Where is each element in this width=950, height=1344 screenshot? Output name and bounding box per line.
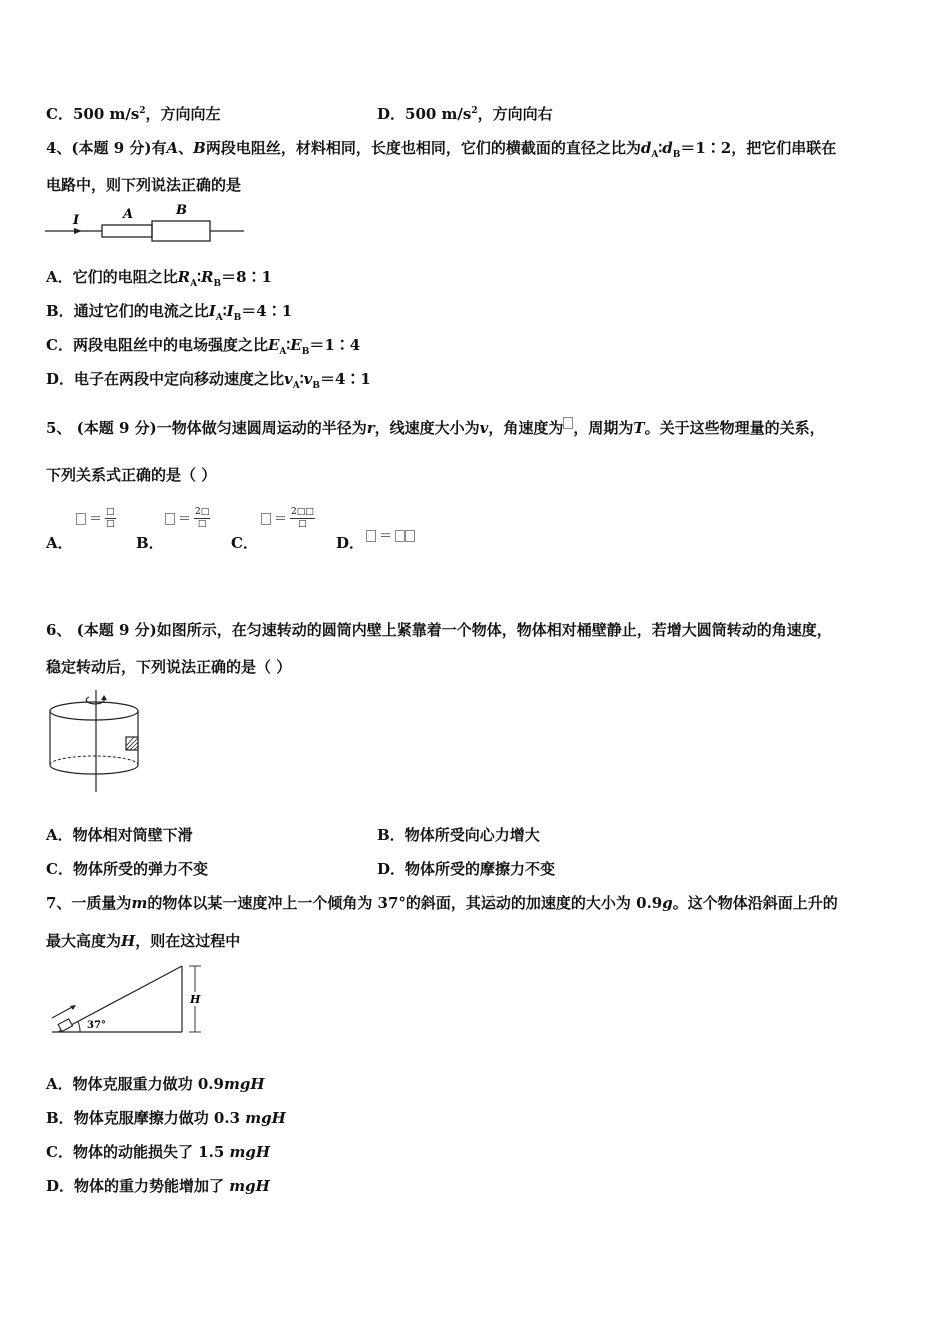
- q7-stem-line2: 最大高度为H，则在这过程中: [46, 932, 241, 950]
- q5-option-a-formula: ＝ $\frac{□}{□}$: [76, 507, 116, 530]
- q5-option-d-formula: ＝: [366, 525, 415, 544]
- incline-figure: [46, 960, 216, 1040]
- q5-option-d-label: D．: [336, 534, 365, 552]
- formula-placeholder-icon: [261, 513, 271, 525]
- q4-option-b: B．通过它们的电流之比$I_A∶I_B=4∶1$: [46, 302, 293, 323]
- resistor-b: [152, 221, 210, 241]
- q5-option-c-formula: ＝ $\frac{2□□}{□}$: [261, 507, 315, 530]
- resistor-b-label: B: [176, 203, 187, 218]
- q5-stem-line2: 下列关系式正确的是（ ）: [46, 466, 217, 484]
- q7-option-d: D．物体的重力势能增加了 mgH: [46, 1177, 270, 1195]
- rotating-cylinder-figure: [46, 688, 146, 794]
- circuit-diagram: [44, 200, 248, 246]
- q7-option-b: B．物体克服摩擦力做功 0.3 mgH: [46, 1109, 286, 1127]
- q5-option-c-label: C．: [231, 534, 258, 552]
- q5-stem-line1: 5、 (本题 9 分)一物体做匀速圆周运动的半径为r，线速度大小为v，角速度为 ，周期为T。关于这些物理量的关系，: [46, 419, 825, 437]
- current-arrow-icon: [74, 228, 82, 234]
- q5-option-b-label: B．: [136, 534, 164, 552]
- current-label: I: [73, 213, 80, 228]
- resistor-a-label: A: [123, 207, 134, 222]
- resistor-a: [102, 225, 152, 237]
- q5-option-a-label: A．: [46, 534, 73, 552]
- q7-option-c: C．物体的动能损失了 1.5 mgH: [46, 1143, 271, 1161]
- q4-option-c: C．两段电阻丝中的电场强度之比$E_A∶E_B=1∶4$: [46, 336, 361, 357]
- q6-option-d: D．物体所受的摩擦力不变: [377, 860, 556, 878]
- formula-placeholder-icon: [366, 530, 376, 542]
- q7-option-a: A．物体克服重力做功 0.9mgH: [46, 1075, 265, 1093]
- q6-option-c: C．物体所受的弹力不变: [46, 860, 208, 878]
- q4-stem-line1: 4、(本题 9 分)有A、B两段电阻丝，材料相同，长度也相同，它们的横截面的直径之比为$d_A∶d_B=1∶2$，把它们串联在: [46, 139, 837, 160]
- q6-option-a: A．物体相对筒壁下滑: [46, 826, 193, 844]
- sliding-block: [58, 1019, 72, 1032]
- height-label: H: [190, 993, 201, 1006]
- rotation-arrow-icon: [101, 695, 107, 700]
- q7-stem-line1: 7、一质量为m的物体以某一速度冲上一个倾角为 37°的斜面，其运动的加速度的大小为 0.9g。这个物体沿斜面上升的: [46, 894, 838, 912]
- angle-label: 37°: [87, 1020, 106, 1031]
- q3-option-c: C．500 $m/s^2$，方向向左: [46, 105, 221, 123]
- formula-placeholder-icon: [395, 530, 405, 542]
- q5-option-b-formula: ＝ $\frac{2□}{□}$: [165, 507, 210, 530]
- formula-placeholder-icon: [165, 513, 175, 525]
- q6-option-b: B．物体所受向心力增大: [377, 826, 540, 844]
- q6-stem-line2: 稳定转动后，下列说法正确的是（ ）: [46, 658, 292, 676]
- q4-option-d: D．电子在两段中定向移动速度之比$v_A∶v_B=4∶1$: [46, 370, 371, 391]
- omega-placeholder-icon: [563, 417, 573, 429]
- q3-option-d: D．500 $m/s^2$，方向向右: [377, 105, 553, 123]
- formula-placeholder-icon: [405, 530, 415, 542]
- q6-stem-line1: 6、 (本题 9 分)如图所示，在匀速转动的圆筒内壁上紧靠着一个物体，物体相对桶壁静止，若增大圆筒转动的角速度，: [46, 621, 832, 639]
- formula-placeholder-icon: [76, 513, 86, 525]
- q4-option-a: A．它们的电阻之比$R_A∶R_B=8∶1$: [46, 268, 272, 289]
- q4-stem-line2: 电路中，则下列说法正确的是: [46, 176, 242, 194]
